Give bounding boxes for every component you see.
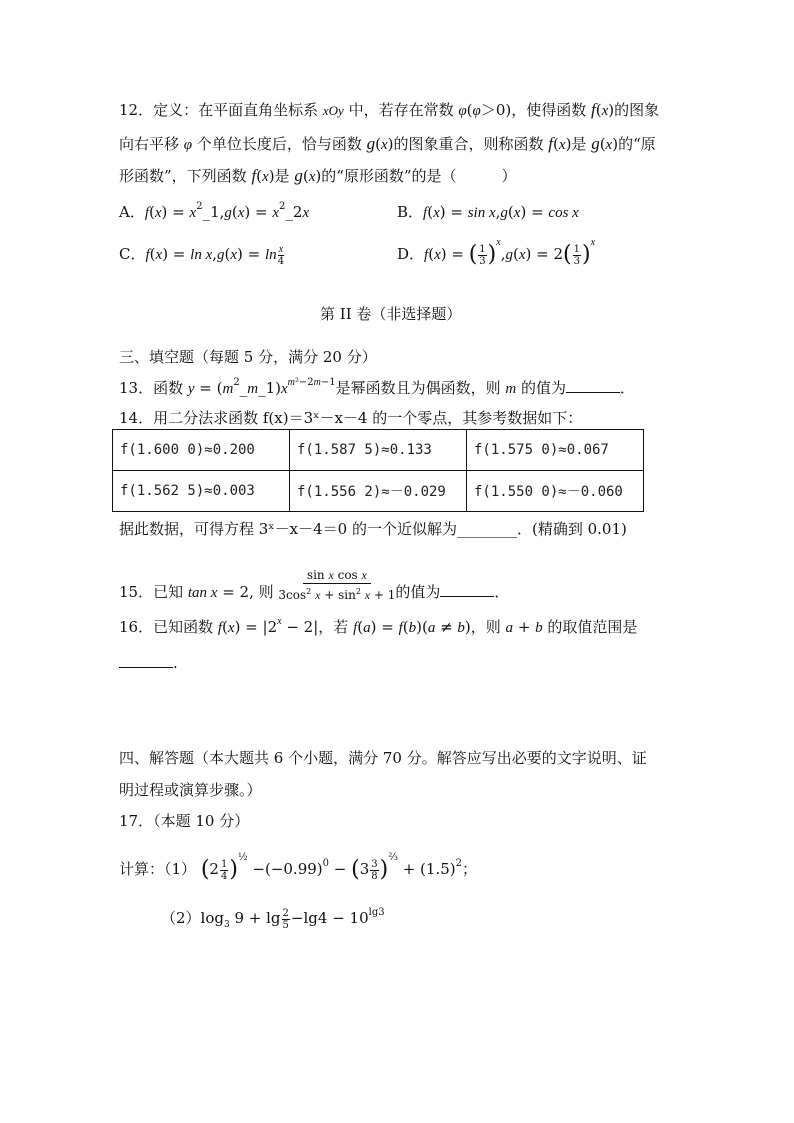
section-4-title-cont: 明过程或演算步骤。） — [119, 781, 262, 799]
table-cell: f(1.587 5)≈0.133 — [290, 430, 467, 471]
table-cell: f(1.556 2)≈－0.029 — [290, 471, 467, 512]
q13: 13．函数 $y = (m^2\_m\_1)x^{m^2-2m-1}$是幂函数且为偶函数，则 m 的值为 ． — [119, 377, 636, 397]
q17-part1: 计算：（1） (2 $\frac{1}{4}$ )$^{\frac{1}{2}} -(-0.99)^0 - (3$ $\frac{3}{8}$ )$^{\frac{2}{3}} + (1.5)^2$； — [119, 852, 477, 882]
q14-after: 据此数据，可得方程 3ˣ－x－4＝0 的一个近似解为________．(精确到 0.01) — [119, 520, 627, 538]
section-2-title: 第 II 卷（非选择题） — [320, 305, 462, 323]
table-cell: f(1.550 0)≈－0.060 — [467, 471, 644, 512]
q17-part2: $(2)\log_3$ 9 + lg $\frac{2}{5}$ $-\lg 4 - 10^{lg3}$ — [161, 907, 385, 931]
q12-option-c: C．f(x) = ln x,g(x) = ln $\frac{x}{4}$ — [119, 243, 285, 267]
q12-line1: 12．定义：在平面直角坐标系 xOy 中，若存在常数 φ(φ＞0)，使得函数 f(x)的图象 — [119, 100, 660, 119]
table-row — [113, 430, 644, 471]
q12-option-a: A．$f(x) = x^2\_1,g(x)$ = $x^2\_2x$ — [119, 201, 310, 221]
q14-intro: 14．用二分法求函数 f(x)＝3ˣ－x－4 的一个零点，其参考数据如下： — [119, 409, 583, 427]
q17-head: 17．（本题 10 分） — [119, 812, 250, 830]
table-cell: f(1.600 0)≈0.200 — [113, 430, 290, 471]
q12-option-b: B．f(x) = sin x,g(x) = cos x — [397, 203, 579, 221]
section-3-title: 三、填空题（每题 5 分，满分 20 分） — [119, 348, 377, 366]
q12-line2: 向右平移 φ 个单位长度后，恰与函数 g(x)的图象重合，则称函数 f(x)是 g(x)的“原 — [119, 134, 656, 153]
q12-option-d: D．f(x) = ( $\frac{1}{3}$ )$^x$,g(x) = 2( $\frac{1}{3}$ )$^x$ — [397, 237, 596, 267]
table-row — [113, 471, 644, 512]
section-4-title: 四、解答题（本大题共 6 个小题，满分 70 分。解答应写出必要的文字说明、证 — [119, 749, 647, 767]
reference-data-table — [112, 429, 644, 512]
q16-line2: . — [119, 652, 178, 674]
q12-line3: 形函数”，下列函数 f(x)是 g(x)的“原形函数”的是（ ） — [119, 166, 517, 185]
table-cell: f(1.562 5)≈0.003 — [113, 471, 290, 512]
table-cell: f(1.575 0)≈0.067 — [467, 430, 644, 471]
q15: 15．已知 tan x = 2, 则 $\frac{\text{sin x cos x}}{3\cos^2 x + \sin^2 x + 1}$ 的值为 ． — [119, 568, 510, 602]
q16-line1: 16．已知函数 $f(x) = |2^x - 2|$，若 f(a) = f(b)(a ≠ b)，则 a + b 的取值范围是 — [119, 616, 638, 636]
